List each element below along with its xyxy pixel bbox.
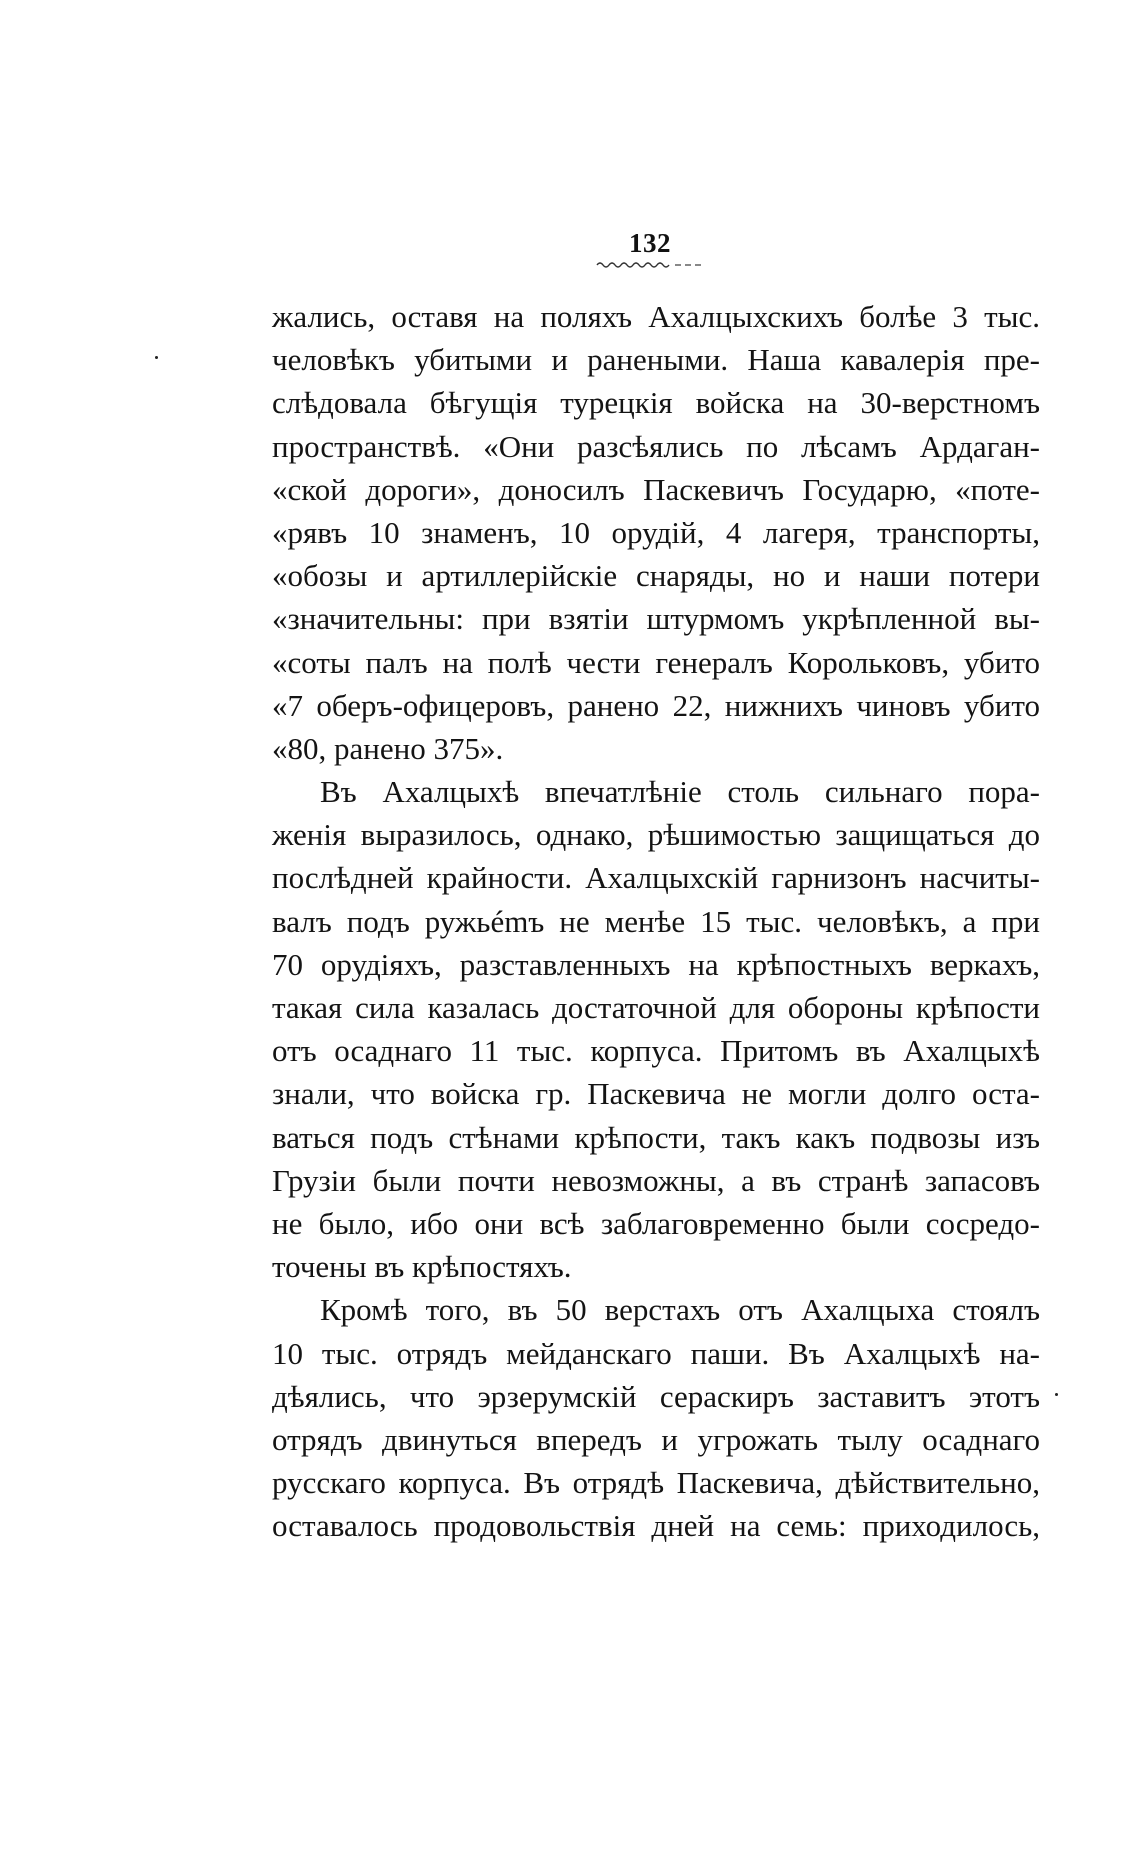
- page-header: [585, 228, 715, 270]
- text-line: женія выразилось, однако, рѣшимостью защищаться до: [272, 817, 1040, 853]
- text-line: послѣдней крайности. Ахалцыхскій гарнизонъ насчиты-: [272, 860, 1040, 896]
- scan-speck: [155, 356, 158, 359]
- text-line: «7 оберъ-офицеровъ, ранено 22, нижнихъ чиновъ убито: [272, 687, 1040, 723]
- header-ornament-icon: [595, 260, 705, 270]
- text-line: Грузіи были почти невозможны, а въ странѣ запасовъ: [272, 1162, 1040, 1198]
- text-line: «обозы и артиллерійскіе снаряды, но и наши потери: [272, 558, 1040, 594]
- text-line: «ской дороги», доносилъ Паскевичъ Государю, «поте-: [272, 471, 1040, 507]
- text-line: валъ подъ ружьémъ не менѣе 15 тыс. человѣкъ, а при: [272, 903, 1040, 939]
- text-line: Въ Ахалцыхѣ впечатлѣніе столь сильнаго пора-: [320, 774, 1040, 810]
- text-line: пространствѣ. «Они разсѣялись по лѣсамъ Ардаган-: [272, 428, 1040, 464]
- text-line: ваться подъ стѣнами крѣпости, такъ какъ подвозы изъ: [272, 1119, 1040, 1155]
- text-line: дѣялись, что эрзерумскій сераскиръ заставитъ этотъ: [272, 1378, 1040, 1414]
- text-line: не было, ибо они всѣ заблаговременно были сосредо-: [272, 1205, 1040, 1241]
- text-line: такая сила казалась достаточной для обороны крѣпости: [272, 990, 1040, 1025]
- text-line: человѣкъ убитыми и ранеными. Наша кавалерія пре-: [272, 342, 1040, 378]
- text-line: 10 тыс. отрядъ мейданскаго паши. Въ Ахалцыхѣ на-: [272, 1335, 1040, 1371]
- text-line: «значительны: при взятіи штурмомъ укрѣпленной вы-: [272, 601, 1040, 637]
- text-line: 70 орудіяхъ, разставленныхъ на крѣпостныхъ веркахъ,: [272, 946, 1040, 982]
- text-line: оставалось продовольствія дней на семь: приходилось,: [272, 1508, 1040, 1544]
- paragraph: [272, 770, 1040, 1288]
- text-line: «рявъ 10 знаменъ, 10 орудій, 4 лагеря, транспорты,: [272, 514, 1040, 550]
- text-line: отъ осаднаго 11 тыс. корпуса. Притомъ въ Ахалцыхѣ: [272, 1033, 1040, 1069]
- text-line: «80, ранено 375».: [272, 730, 504, 766]
- text-line: жались, оставя на поляхъ Ахалцыхскихъ болѣе 3 тыс.: [272, 299, 1040, 334]
- text-line: «соты палъ на полѣ чести генералъ Корольковъ, убито: [272, 644, 1040, 680]
- paragraph: [272, 1288, 1040, 1547]
- text-line: Кромѣ того, въ 50 верстахъ отъ Ахалцыха стоялъ: [320, 1292, 1040, 1328]
- text-line: отрядъ двинуться впередъ и угрожать тылу осаднаго: [272, 1421, 1040, 1457]
- paragraph: [272, 295, 1040, 770]
- page-number: 132: [629, 228, 671, 258]
- body-text: [272, 295, 1040, 1547]
- scan-speck: [1055, 1393, 1058, 1396]
- text-line: русскаго корпуса. Въ отрядѣ Паскевича, дѣйствительно,: [272, 1465, 1040, 1501]
- text-line: слѣдовала бѣгущія турецкія войска на 30-верстномъ: [272, 385, 1040, 421]
- text-line: точены въ крѣпостяхъ.: [272, 1249, 572, 1285]
- text-line: знали, что войска гр. Паскевича не могли долго оста-: [272, 1076, 1040, 1112]
